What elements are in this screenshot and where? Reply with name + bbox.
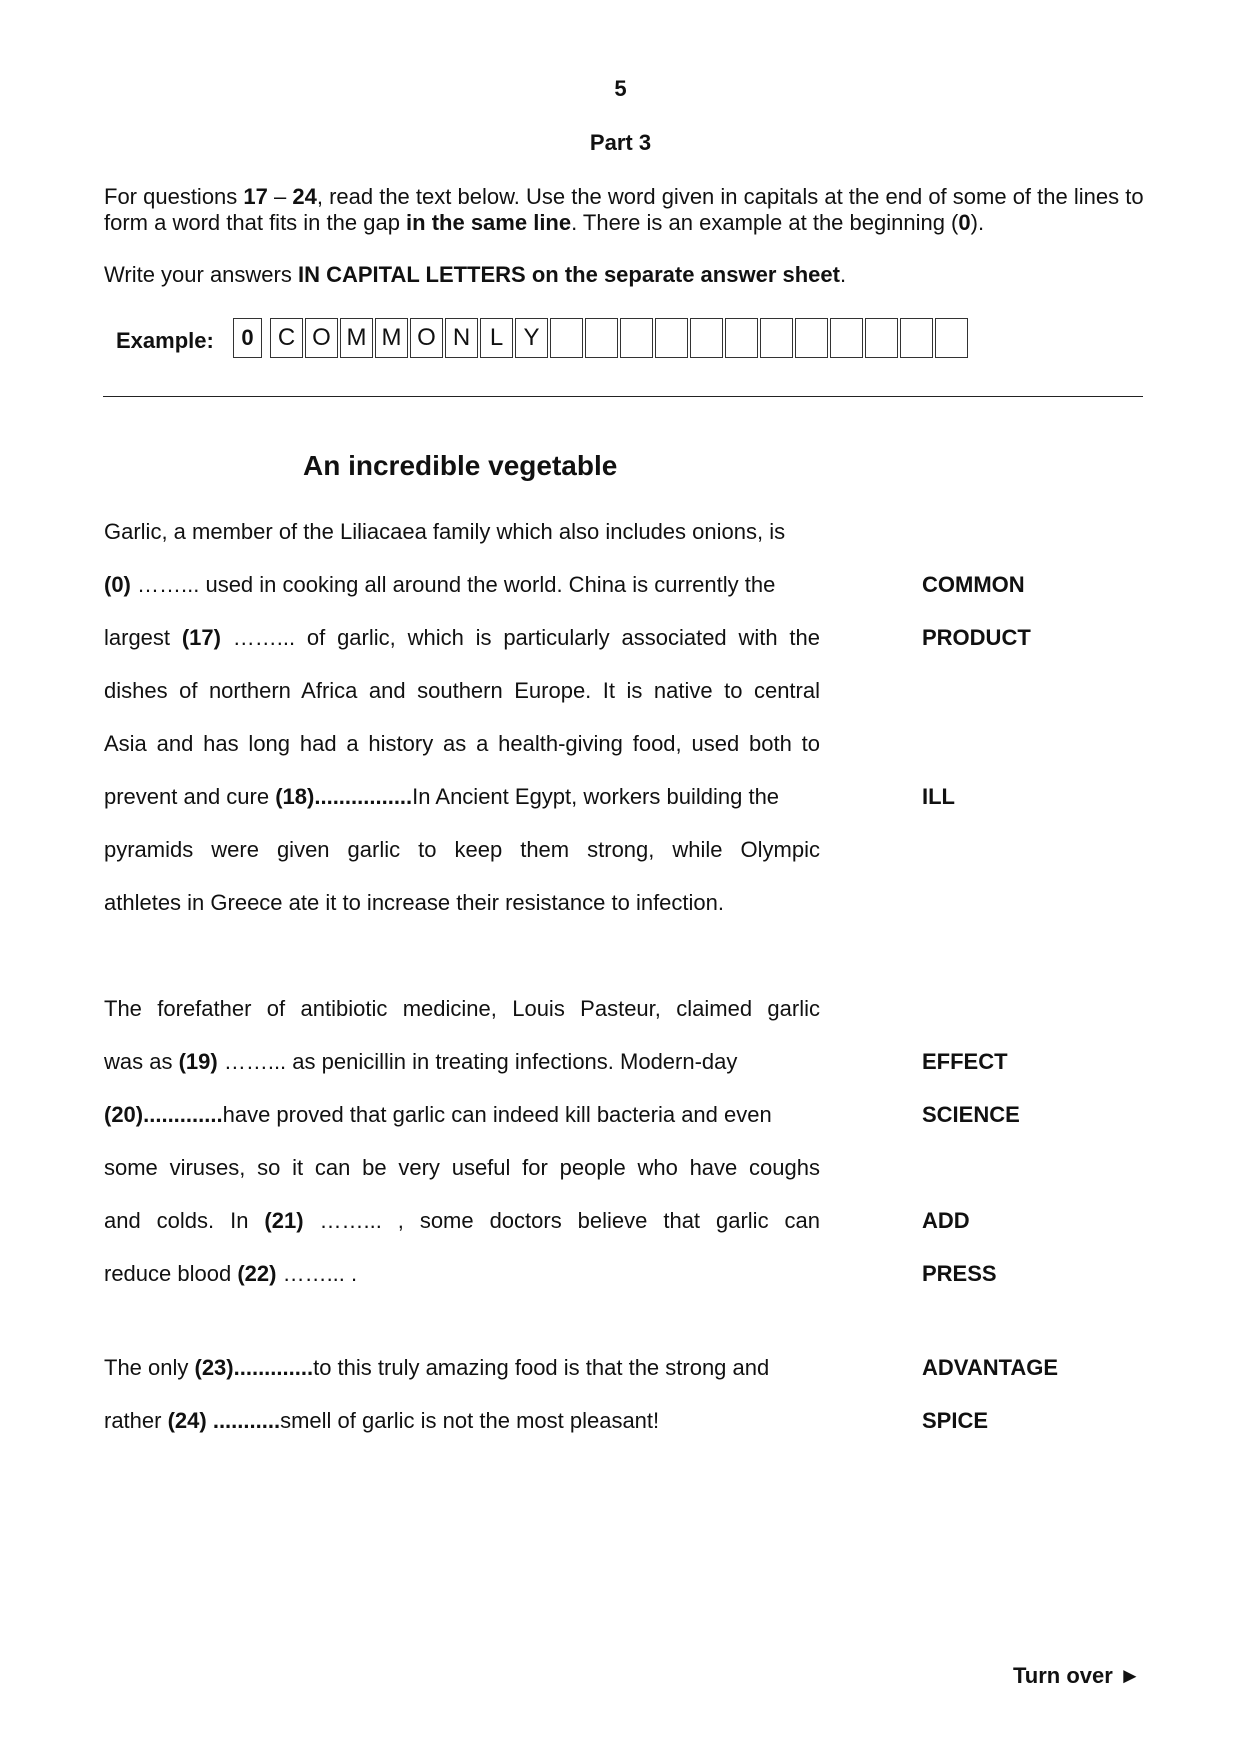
text-run: Asia and has long had a history as a health-giving food, used both to	[104, 731, 820, 756]
text-run: and colds. In	[104, 1208, 265, 1233]
example-answer-boxes	[233, 318, 970, 358]
text-run: ……... , some doctors believe that garlic can	[303, 1208, 820, 1233]
text-line	[104, 996, 820, 1022]
text-line	[104, 1355, 820, 1381]
text-line	[104, 837, 820, 863]
text-run: , read the text below. Use the word given in capitals at the end of some of the lines to form a word that fits in the gap	[104, 184, 1144, 235]
keyword-common: COMMON	[922, 572, 1025, 597]
page-number: 5	[614, 76, 627, 101]
keyword-effect: EFFECT	[922, 1049, 1008, 1074]
text-run: The only	[104, 1355, 195, 1380]
keyword-science: SCIENCE	[922, 1102, 1020, 1127]
text-line	[104, 1408, 820, 1434]
bold-text: (23).............	[194, 1355, 314, 1380]
letter-box: O	[410, 318, 443, 358]
text-line	[104, 1261, 820, 1287]
text-run: Write your answers	[104, 262, 298, 287]
text-run: smell of garlic is not the most pleasant!	[280, 1408, 660, 1433]
text-run: –	[267, 184, 293, 209]
instructions-paragraph-1	[104, 184, 1144, 236]
text-run: In Ancient Egypt, workers building the	[412, 784, 780, 809]
letter-box	[795, 318, 828, 358]
bold-text: 17	[243, 184, 268, 209]
text-run: have proved that garlic can indeed kill bacteria and even	[222, 1102, 772, 1127]
letter-box: M	[340, 318, 373, 358]
text-run: ).	[970, 210, 985, 235]
text-line	[104, 1155, 820, 1181]
text-run: . There is an example at the beginning (	[571, 210, 959, 235]
text-run: rather	[104, 1408, 168, 1433]
bold-text: IN CAPITAL LETTERS on the separate answer sheet	[297, 262, 840, 287]
instructions-paragraph-2	[104, 262, 1144, 288]
letter-box: Y	[515, 318, 548, 358]
bold-text: 24	[292, 184, 317, 209]
letter-box	[760, 318, 793, 358]
keyword-product: PRODUCT	[922, 625, 1031, 650]
text-line	[104, 1102, 820, 1128]
turn-over-label: Turn over ►	[1013, 1663, 1141, 1688]
letter-box	[655, 318, 688, 358]
text-run: For questions	[104, 184, 244, 209]
keyword-ill: ILL	[922, 784, 955, 809]
text-line	[104, 678, 820, 704]
text-run: Garlic, a member of the Liliacaea family which also includes onions, is	[104, 519, 786, 544]
text-line	[104, 572, 820, 598]
text-line	[104, 890, 820, 916]
text-run: was as	[104, 1049, 179, 1074]
keyword-press: PRESS	[922, 1261, 997, 1286]
bold-text: (21)	[264, 1208, 304, 1233]
bold-text: (22)	[237, 1261, 277, 1286]
letter-box: C	[270, 318, 303, 358]
text-run: reduce blood	[104, 1261, 238, 1286]
letter-box	[830, 318, 863, 358]
letter-box	[865, 318, 898, 358]
example-label: Example:	[116, 328, 214, 353]
bold-text: (18)................	[275, 784, 413, 809]
bold-text: (20).............	[104, 1102, 223, 1127]
text-line	[104, 784, 820, 810]
example-number-box: 0	[233, 318, 262, 358]
text-line	[104, 1208, 820, 1234]
text-run: some viruses, so it can be very useful for people who have coughs	[104, 1155, 820, 1180]
text-run: pyramids were given garlic to keep them strong, while Olympic	[104, 837, 820, 862]
letter-box	[725, 318, 758, 358]
text-line	[104, 731, 820, 757]
text-line	[104, 1049, 820, 1075]
text-run: ……... used in cooking all around the world. China is currently the	[130, 572, 776, 597]
text-line	[104, 519, 820, 545]
bold-text: (0)	[104, 572, 131, 597]
bold-text: (24) ...........	[167, 1408, 281, 1433]
bold-text: (17)	[181, 625, 221, 650]
text-run: dishes of northern Africa and southern Europe. It is native to central	[104, 678, 820, 703]
text-run: .	[839, 262, 847, 287]
text-run: ……... of garlic, which is particularly associated with the	[220, 625, 820, 650]
letter-box	[935, 318, 968, 358]
divider	[103, 396, 1143, 397]
text-line	[104, 625, 820, 651]
bold-text: 0	[958, 210, 971, 235]
letter-box	[585, 318, 618, 358]
letter-box	[620, 318, 653, 358]
letter-box	[690, 318, 723, 358]
text-run: ……... .	[276, 1261, 358, 1286]
letter-box	[900, 318, 933, 358]
text-run: The forefather of antibiotic medicine, Louis Pasteur, claimed garlic	[104, 996, 820, 1021]
keyword-advantage: ADVANTAGE	[922, 1355, 1059, 1380]
keyword-add: ADD	[922, 1208, 970, 1233]
letter-box	[550, 318, 583, 358]
keyword-spice: SPICE	[922, 1408, 989, 1433]
text-run: ……... as penicillin in treating infections. Modern-day	[217, 1049, 738, 1074]
letter-box: N	[445, 318, 478, 358]
text-run: to this truly amazing food is that the strong and	[313, 1355, 770, 1380]
letter-box: O	[305, 318, 338, 358]
part-title: Part 3	[589, 130, 652, 155]
bold-text: (19)	[178, 1049, 218, 1074]
text-run: largest	[104, 625, 182, 650]
text-run: prevent and cure	[104, 784, 276, 809]
bold-text: in the same line	[406, 210, 572, 235]
text-run: athletes in Greece ate it to increase their resistance to infection.	[104, 890, 724, 915]
text-title: An incredible vegetable	[303, 450, 618, 481]
letter-box: L	[480, 318, 513, 358]
letter-box: M	[375, 318, 408, 358]
